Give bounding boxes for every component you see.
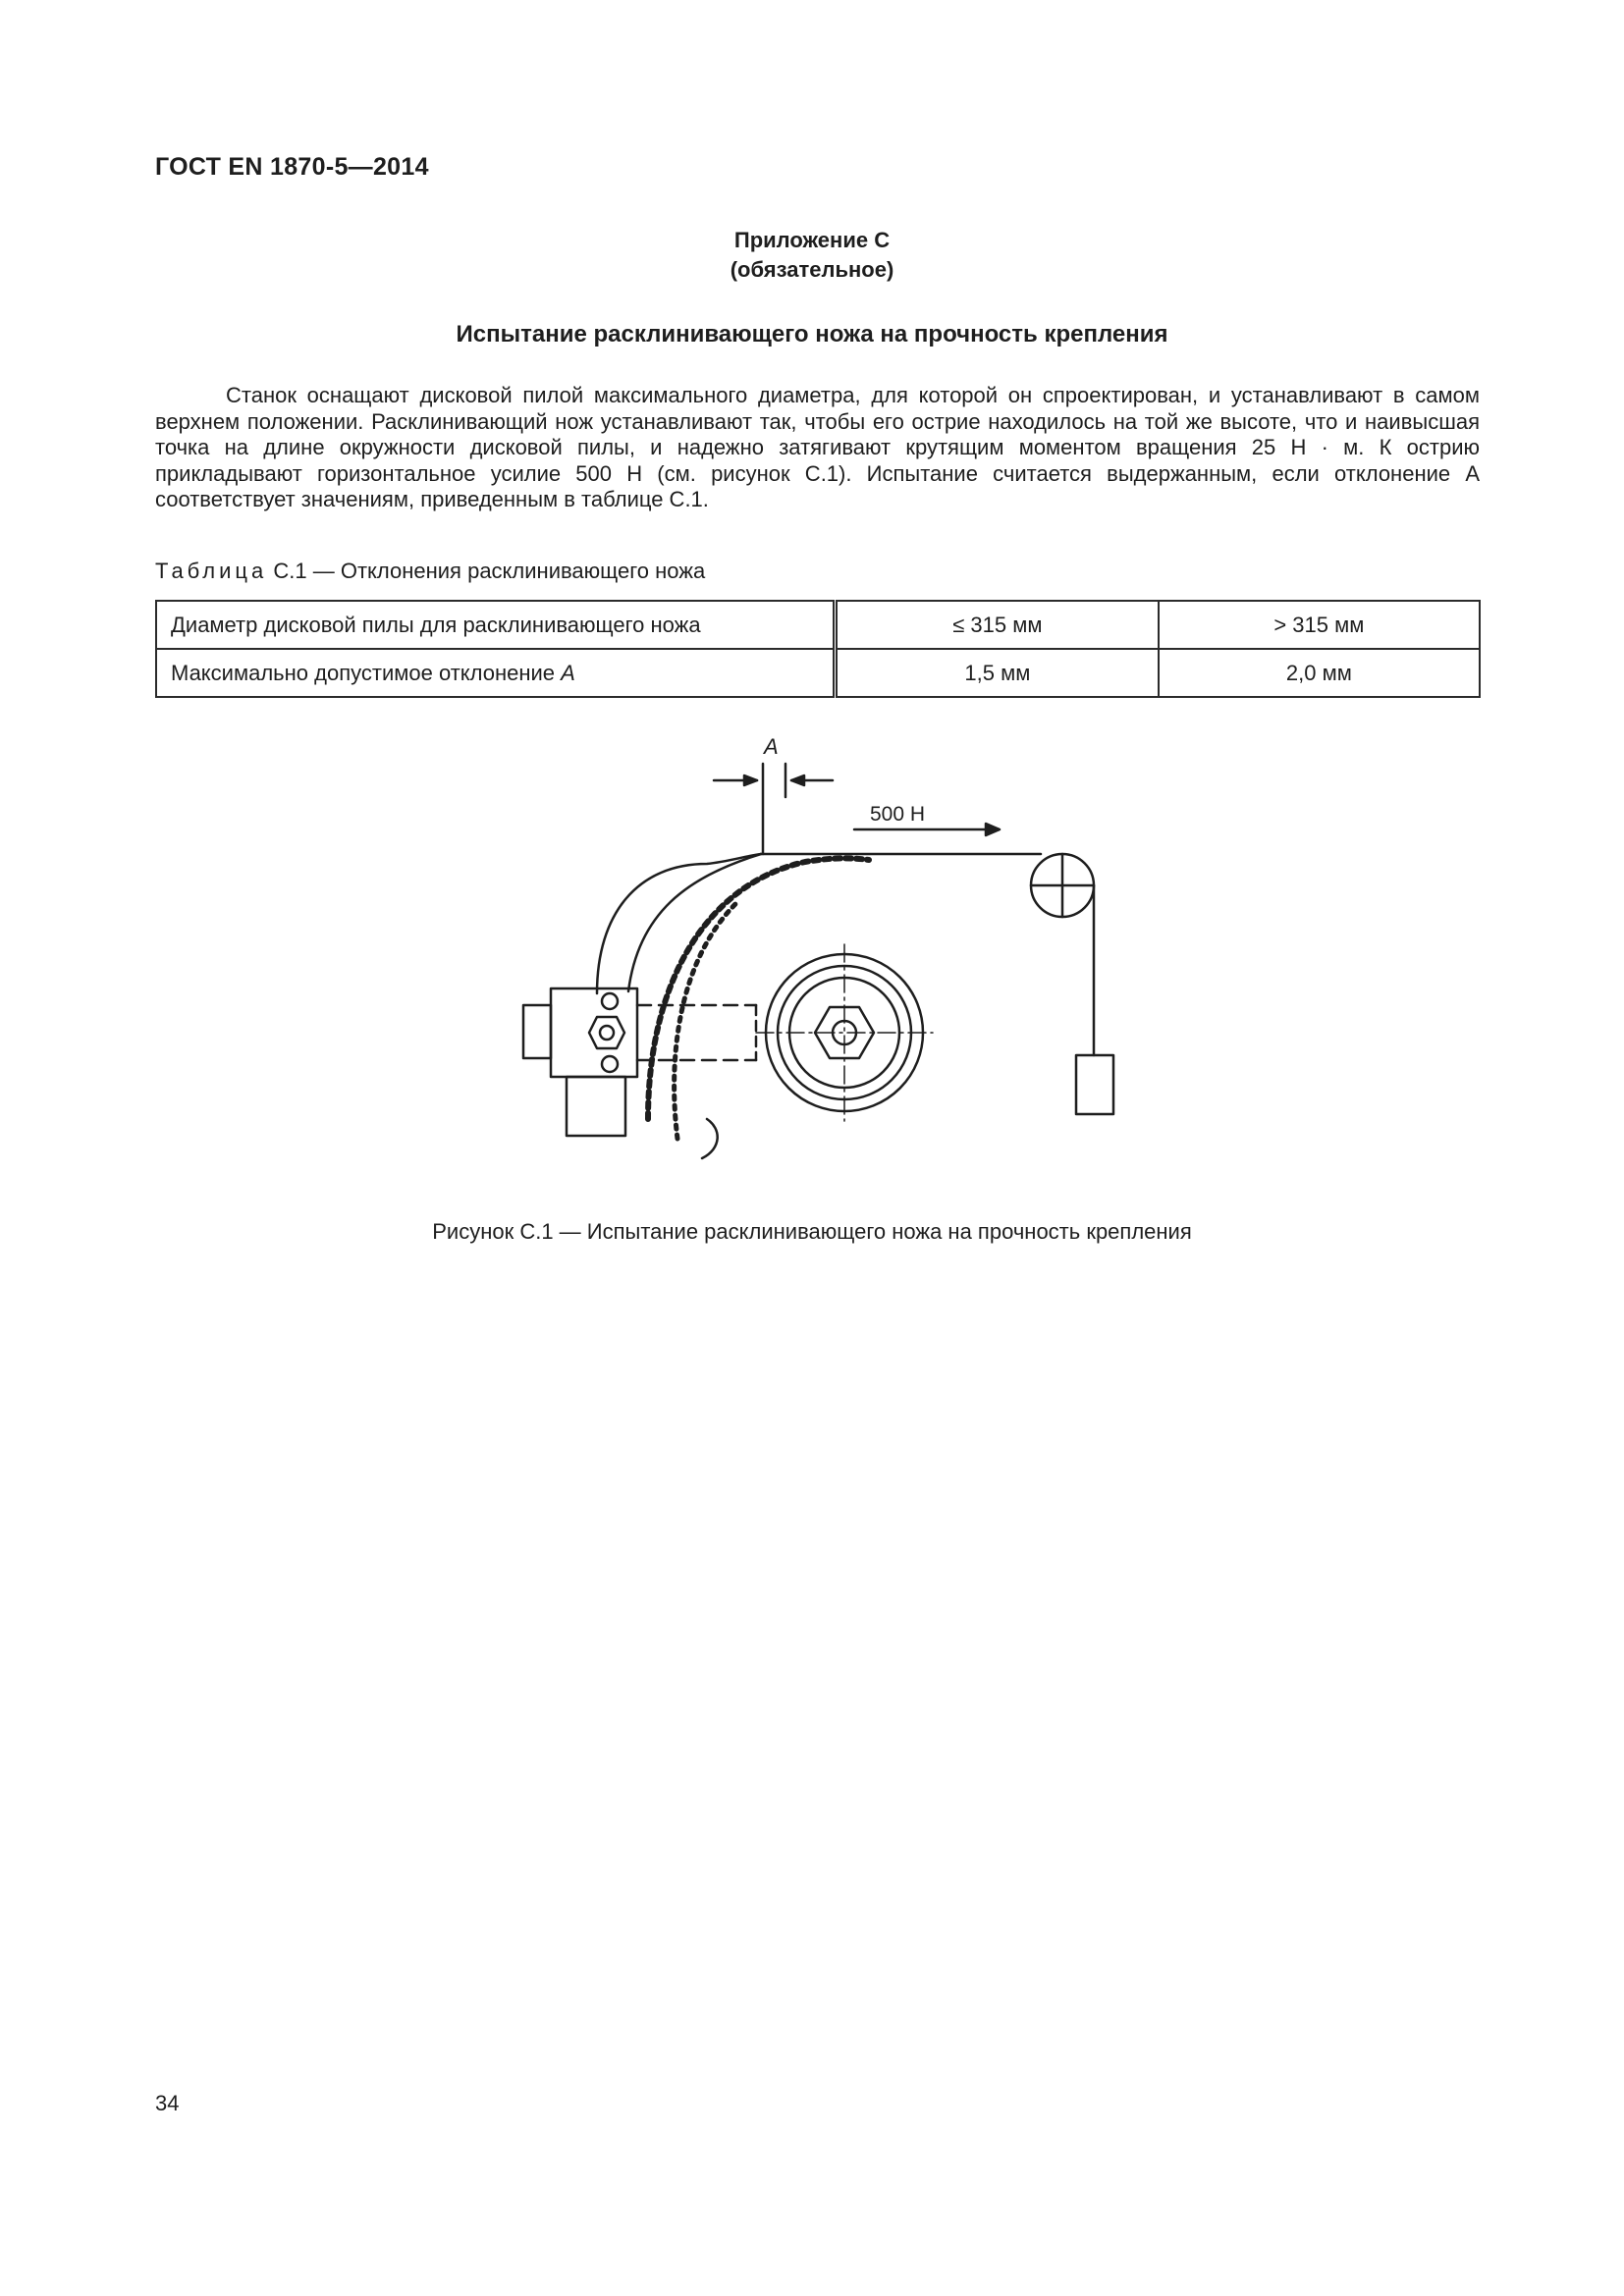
clamp-back — [523, 1005, 551, 1058]
arrow-head — [791, 775, 804, 785]
arrow-head — [986, 824, 1000, 835]
figure-caption: Рисунок С.1 — Испытание расклинивающего ножа на прочность крепления — [432, 1219, 1192, 1244]
clamp-foot — [567, 1077, 625, 1136]
clamp-bolt — [600, 1026, 614, 1040]
table-cell-label — [156, 601, 836, 649]
table-cell-value: > 315 мм — [1159, 601, 1480, 649]
table-caption-text: С.1 — Отклонения расклинивающего ножа — [273, 559, 706, 583]
saw-blade-teeth-lower — [675, 903, 736, 1139]
table-row — [156, 649, 1480, 697]
table-cell-value: 1,5 мм — [836, 649, 1159, 697]
test-weight — [1076, 1055, 1113, 1114]
dimension-label: A — [764, 734, 779, 759]
table-caption — [155, 559, 705, 584]
row-label: Диаметр дисковой пилы для расклинивающего ножа — [171, 612, 701, 637]
table-cell-value: ≤ 315 мм — [836, 601, 1159, 649]
annex-title: Приложение С — [733, 228, 891, 252]
table-row — [156, 601, 1480, 649]
table-caption-label: Таблица — [155, 559, 268, 583]
saw-blade-teeth — [648, 858, 869, 1119]
section-title: Испытание расклинивающего ножа на прочность крепления — [456, 321, 1168, 347]
page-number: 34 — [155, 2091, 180, 2115]
deviation-table — [155, 600, 1481, 698]
bolt-hole — [602, 1056, 618, 1072]
row-label: Максимально допустимое отклонение — [171, 660, 562, 685]
clamp-nut — [589, 1017, 624, 1048]
table-cell-value: 2,0 мм — [1159, 649, 1480, 697]
bolt-hole — [602, 993, 618, 1009]
paragraph-text: Станок оснащают дисковой пилой максимального диаметра, для которой он спроектирован, и устанавливают в самом верхнем положении. Расклинивающий нож устанавливают так, чтобы его острие находилось на той же высоте, что и наивысшая точка на длине окружности дисковой пилы, и надежно затягивают крутящим моментом вращения 25 Н · м. К острию прикладывают горизонтальное усилие 500 Н (см. рисунок С.1). Испытание считается выдержанным, если отклонение А соответствует значениям, приведенным в таблице С.1. — [155, 383, 1480, 511]
row-label-variable: A — [561, 660, 575, 685]
saw-blade-tip — [702, 1119, 718, 1158]
body-paragraph — [155, 383, 1480, 513]
arrow-head — [744, 775, 757, 785]
force-label: 500 Н — [870, 803, 926, 826]
riving-knife-test-figure — [0, 721, 1624, 1193]
document-code: ГОСТ EN 1870-5—2014 — [155, 153, 429, 181]
table-cell-label — [156, 649, 836, 697]
annex-status: (обязательное) — [730, 257, 894, 282]
